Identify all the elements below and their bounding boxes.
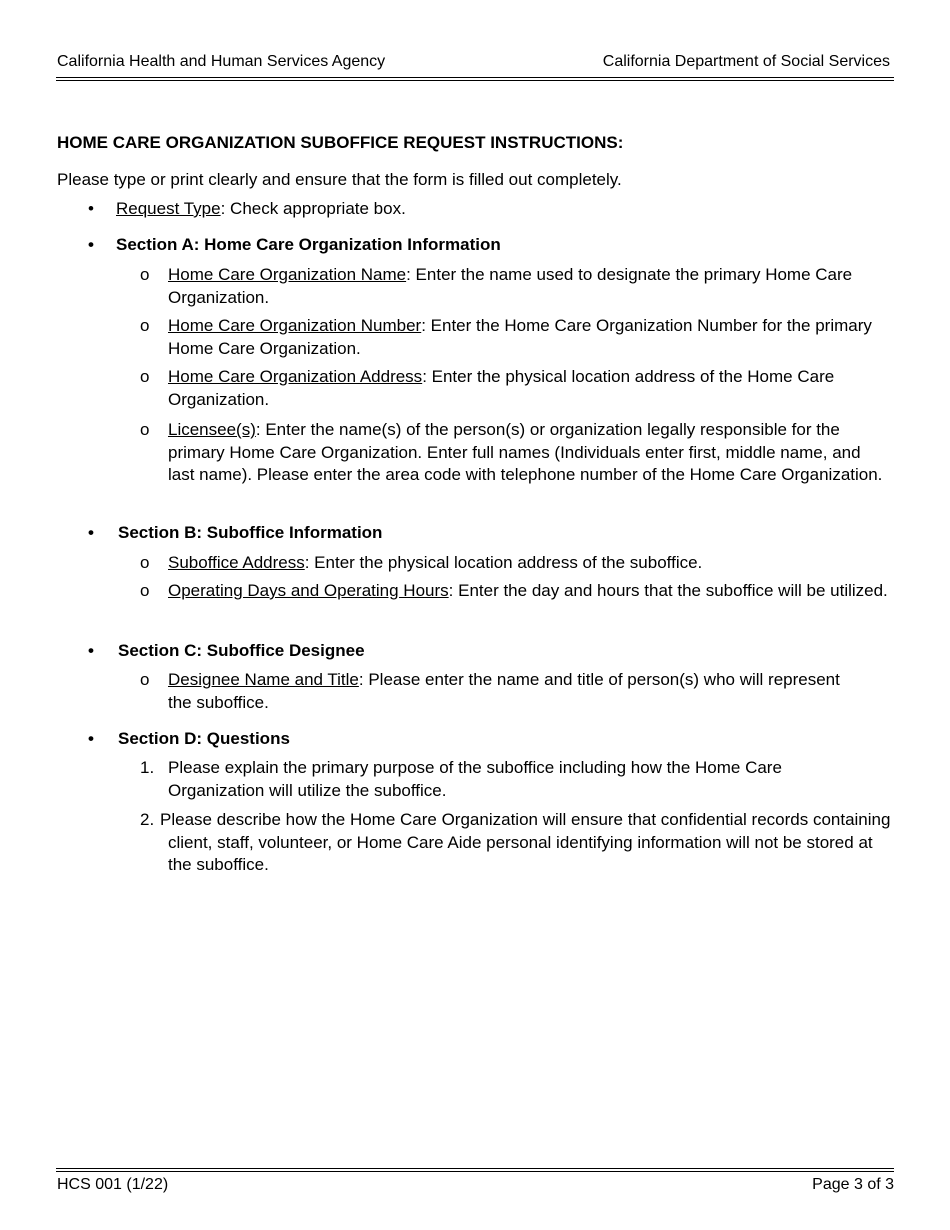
request-type-label: Request Type	[116, 199, 221, 218]
header-rule-top	[56, 77, 894, 78]
header-rule-bottom	[56, 80, 894, 81]
section-a-item-number: o Home Care Organization Number: Enter the Home Care Organization Number for the primary Home Care Organization.	[140, 316, 872, 358]
page-title: HOME CARE ORGANIZATION SUBOFFICE REQUEST INSTRUCTIONS:	[57, 133, 624, 152]
question-1: 1. Please explain the primary purpose of the suboffice including how the Home Care Organization will utilize the suboffice.	[140, 758, 782, 800]
header-department: California Department of Social Services	[602, 53, 890, 70]
question-2: 2. Please describe how the Home Care Organization will ensure that confidential records containing client, staff, volunteer, or Home Care Aide personal identifying information will not be stored at the suboffice.	[140, 809, 900, 877]
question-2-text: Please describe how the Home Care Organization will ensure that confidential records containing client, staff, volunteer, or Home Care Aide personal identifying information will not be stored at the suboffice.	[160, 810, 891, 874]
footer-rule-bottom	[56, 1171, 894, 1172]
bullet-glyph: •	[88, 199, 94, 218]
section-a-item-licensee: o Licensee(s): Enter the name(s) of the person(s) or organization legally responsible for the primary Home Care Organization. Enter full names (Individuals enter first, middle name, and last name). Please enter the area code with telephone number of the Home Care Organization.	[140, 420, 883, 484]
section-a-item-address: o Home Care Organization Address: Enter the physical location address of the Home Care Organization.	[140, 367, 835, 409]
section-a-item-name: o Home Care Organization Name: Enter the name used to designate the primary Home Care Organization.	[140, 265, 853, 307]
section-b-item-hours: o Operating Days and Operating Hours: Enter the day and hours that the suboffice will be utilized.	[140, 581, 888, 600]
header-agency: California Health and Human Services Agency	[57, 53, 386, 70]
page-number: Page 3 of 3	[812, 1176, 894, 1193]
section-b-item-address: o Suboffice Address: Enter the physical location address of the suboffice.	[140, 553, 703, 572]
footer-rule-top	[56, 1168, 894, 1169]
section-c-item-designee: o Designee Name and Title: Please enter the name and title of person(s) who will represent the suboffice.	[140, 670, 840, 712]
form-number: HCS 001 (1/22)	[57, 1176, 169, 1193]
intro-text: Please type or print clearly and ensure that the form is filled out completely.	[57, 170, 622, 189]
request-type-text: Request Type: Check appropriate box.	[116, 199, 406, 218]
